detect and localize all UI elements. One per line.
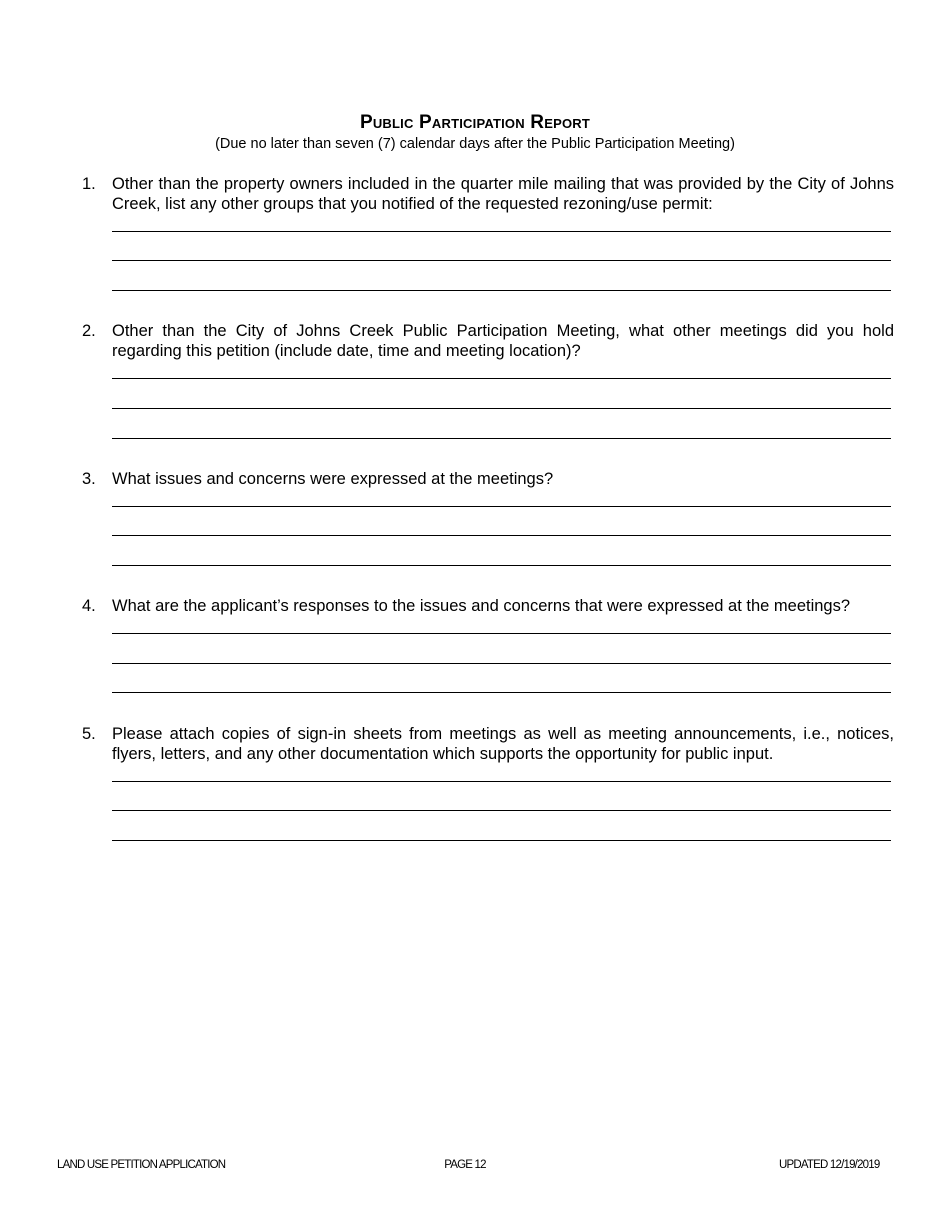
question-3-answer-line-1[interactable] [112,506,891,507]
question-4 [82,596,894,616]
question-5-answer-line-1[interactable] [112,781,891,782]
question-3 [82,469,894,489]
page-title: Public Participation Report [359,112,591,133]
question-4-answer-line-3[interactable] [112,692,891,693]
footer-updated-date: UPDATED 12/19/2019 [779,1159,880,1171]
question-3-answer-line-2[interactable] [112,535,891,536]
question-2-number: 2. [82,322,96,340]
question-1-text: Other than the property owners included in the quarter mile mailing that was provided by the City of Johns Creek, list any other groups that you notified of the requested rezoning/use permit: [112,175,894,213]
question-4-number: 4. [82,597,96,615]
question-5-number: 5. [82,725,96,743]
question-3-answer-line-3[interactable] [112,565,891,566]
question-3-number: 3. [82,470,96,488]
question-1 [82,174,894,214]
question-1-number: 1. [82,175,96,193]
question-5 [82,724,894,764]
question-4-answer-line-2[interactable] [112,663,891,664]
question-4-text: What are the applicant’s responses to the issues and concerns that were expressed at the meetings? [112,597,851,615]
question-5-answer-line-2[interactable] [112,810,891,811]
question-2-answer-line-3[interactable] [112,438,891,439]
question-5-answer-line-3[interactable] [112,840,891,841]
question-5-text: Please attach copies of sign-in sheets from meetings as well as meeting announcements, i.e., notices, flyers, letters, and any other documentation which supports the opportunity for public input. [112,725,894,763]
page-subtitle: (Due no later than seven (7) calendar days after the Public Participation Meeting) [215,136,735,152]
footer-page-number: PAGE 12 [444,1159,486,1171]
question-1-answer-line-3[interactable] [112,290,891,291]
question-2-answer-line-2[interactable] [112,408,891,409]
question-2-text: Other than the City of Johns Creek Public Participation Meeting, what other meetings did you hold regarding this petition (include date, time and meeting location)? [112,322,894,360]
question-2 [82,321,894,361]
question-3-text: What issues and concerns were expressed at the meetings? [112,470,554,488]
footer-document-name: LAND USE PETITION APPLICATION [57,1159,226,1171]
question-4-answer-line-1[interactable] [112,633,891,634]
question-2-answer-line-1[interactable] [112,378,891,379]
question-1-answer-line-2[interactable] [112,260,891,261]
question-1-answer-line-1[interactable] [112,231,891,232]
